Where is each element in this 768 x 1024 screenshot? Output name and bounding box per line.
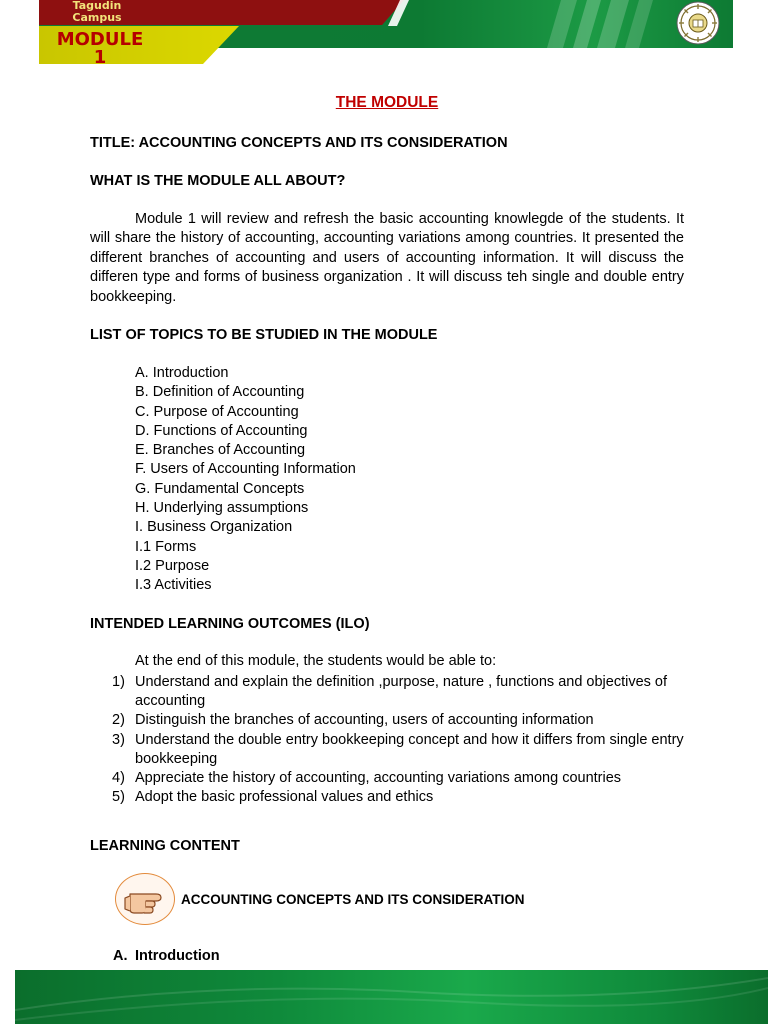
- ilo-text: Understand the double entry bookkeeping concept and how it differs from single entry bookkeeping: [135, 731, 684, 767]
- about-paragraph: Module 1 will review and refresh the basic accounting knowlegde of the students. It will share the history of accounting, accounting variations among countries. It presented the different branches of accounting and users of accounting information. It will discuss the differen type and forms of business organization . It will discuss teh single and double entry bookkeeping.: [90, 211, 684, 305]
- about-heading: WHAT IS THE MODULE ALL ABOUT?: [90, 173, 346, 189]
- ilo-text: Adopt the basic professional values and ethics: [135, 789, 434, 806]
- ilo-number: 1): [112, 674, 125, 690]
- ilo-number: 5): [112, 789, 125, 806]
- learning-content-heading: LEARNING CONTENT: [90, 838, 240, 854]
- topic-item: I.3 Activities: [135, 577, 212, 594]
- section-a-title: Introduction: [135, 948, 220, 964]
- ilo-item: [112, 788, 684, 807]
- ilo-item: [112, 711, 684, 730]
- ilo-list: [112, 673, 684, 807]
- ilo-text: Understand and explain the definition ,purpose, nature , functions and objectives of accounting: [135, 674, 668, 710]
- ilo-item: [112, 731, 684, 769]
- topic-item: E. Branches of Accounting: [135, 442, 306, 459]
- ilo-intro: At the end of this module, the students would be able to:: [135, 653, 497, 669]
- ilo-text: Appreciate the history of accounting, accounting variations among countries: [135, 770, 622, 787]
- ilo-item: [112, 673, 684, 711]
- pointing-hand-icon: [115, 873, 175, 925]
- campus-name: Tagudin Campus: [72, 0, 122, 24]
- topic-item: G. Fundamental Concepts: [135, 480, 305, 497]
- topic-item: F. Users of Accounting Information: [135, 461, 356, 478]
- topics-heading: LIST OF TOPICS TO BE STUDIED IN THE MODULE: [90, 327, 438, 343]
- page-header: [39, 0, 733, 68]
- topic-item: I. Business Organization: [135, 519, 293, 536]
- learning-content-subtitle: ACCOUNTING CONCEPTS AND ITS CONSIDERATION: [181, 892, 525, 907]
- topics-list: [135, 364, 356, 596]
- topic-item: B. Definition of Accounting: [135, 384, 305, 401]
- header-stripe-decoration: [539, 0, 669, 48]
- ilo-number: 2): [112, 712, 125, 729]
- ilo-number: 3): [112, 731, 125, 748]
- ilo-item: [112, 769, 684, 788]
- university-seal-icon: [676, 1, 720, 45]
- footer-decoration: [15, 970, 768, 1024]
- topic-item: I.1 Forms: [135, 538, 197, 555]
- topic-item: H. Underlying assumptions: [135, 500, 309, 517]
- ilo-text: Distinguish the branches of accounting, users of accounting information: [135, 712, 594, 729]
- ilo-number: 4): [112, 770, 125, 787]
- module-title-line: TITLE: ACCOUNTING CONCEPTS AND ITS CONSIDERATION: [90, 135, 508, 151]
- main-title: THE MODULE: [335, 94, 439, 111]
- topic-item: I.2 Purpose: [135, 557, 210, 574]
- module-badge: MODULE 1: [56, 29, 144, 68]
- section-a-number: A.: [113, 948, 128, 964]
- topic-item: C. Purpose of Accounting: [135, 403, 299, 420]
- topic-item: D. Functions of Accounting: [135, 422, 308, 439]
- ilo-heading: INTENDED LEARNING OUTCOMES (ILO): [90, 616, 370, 632]
- page-footer: [15, 970, 768, 1024]
- topic-item: A. Introduction: [135, 365, 229, 381]
